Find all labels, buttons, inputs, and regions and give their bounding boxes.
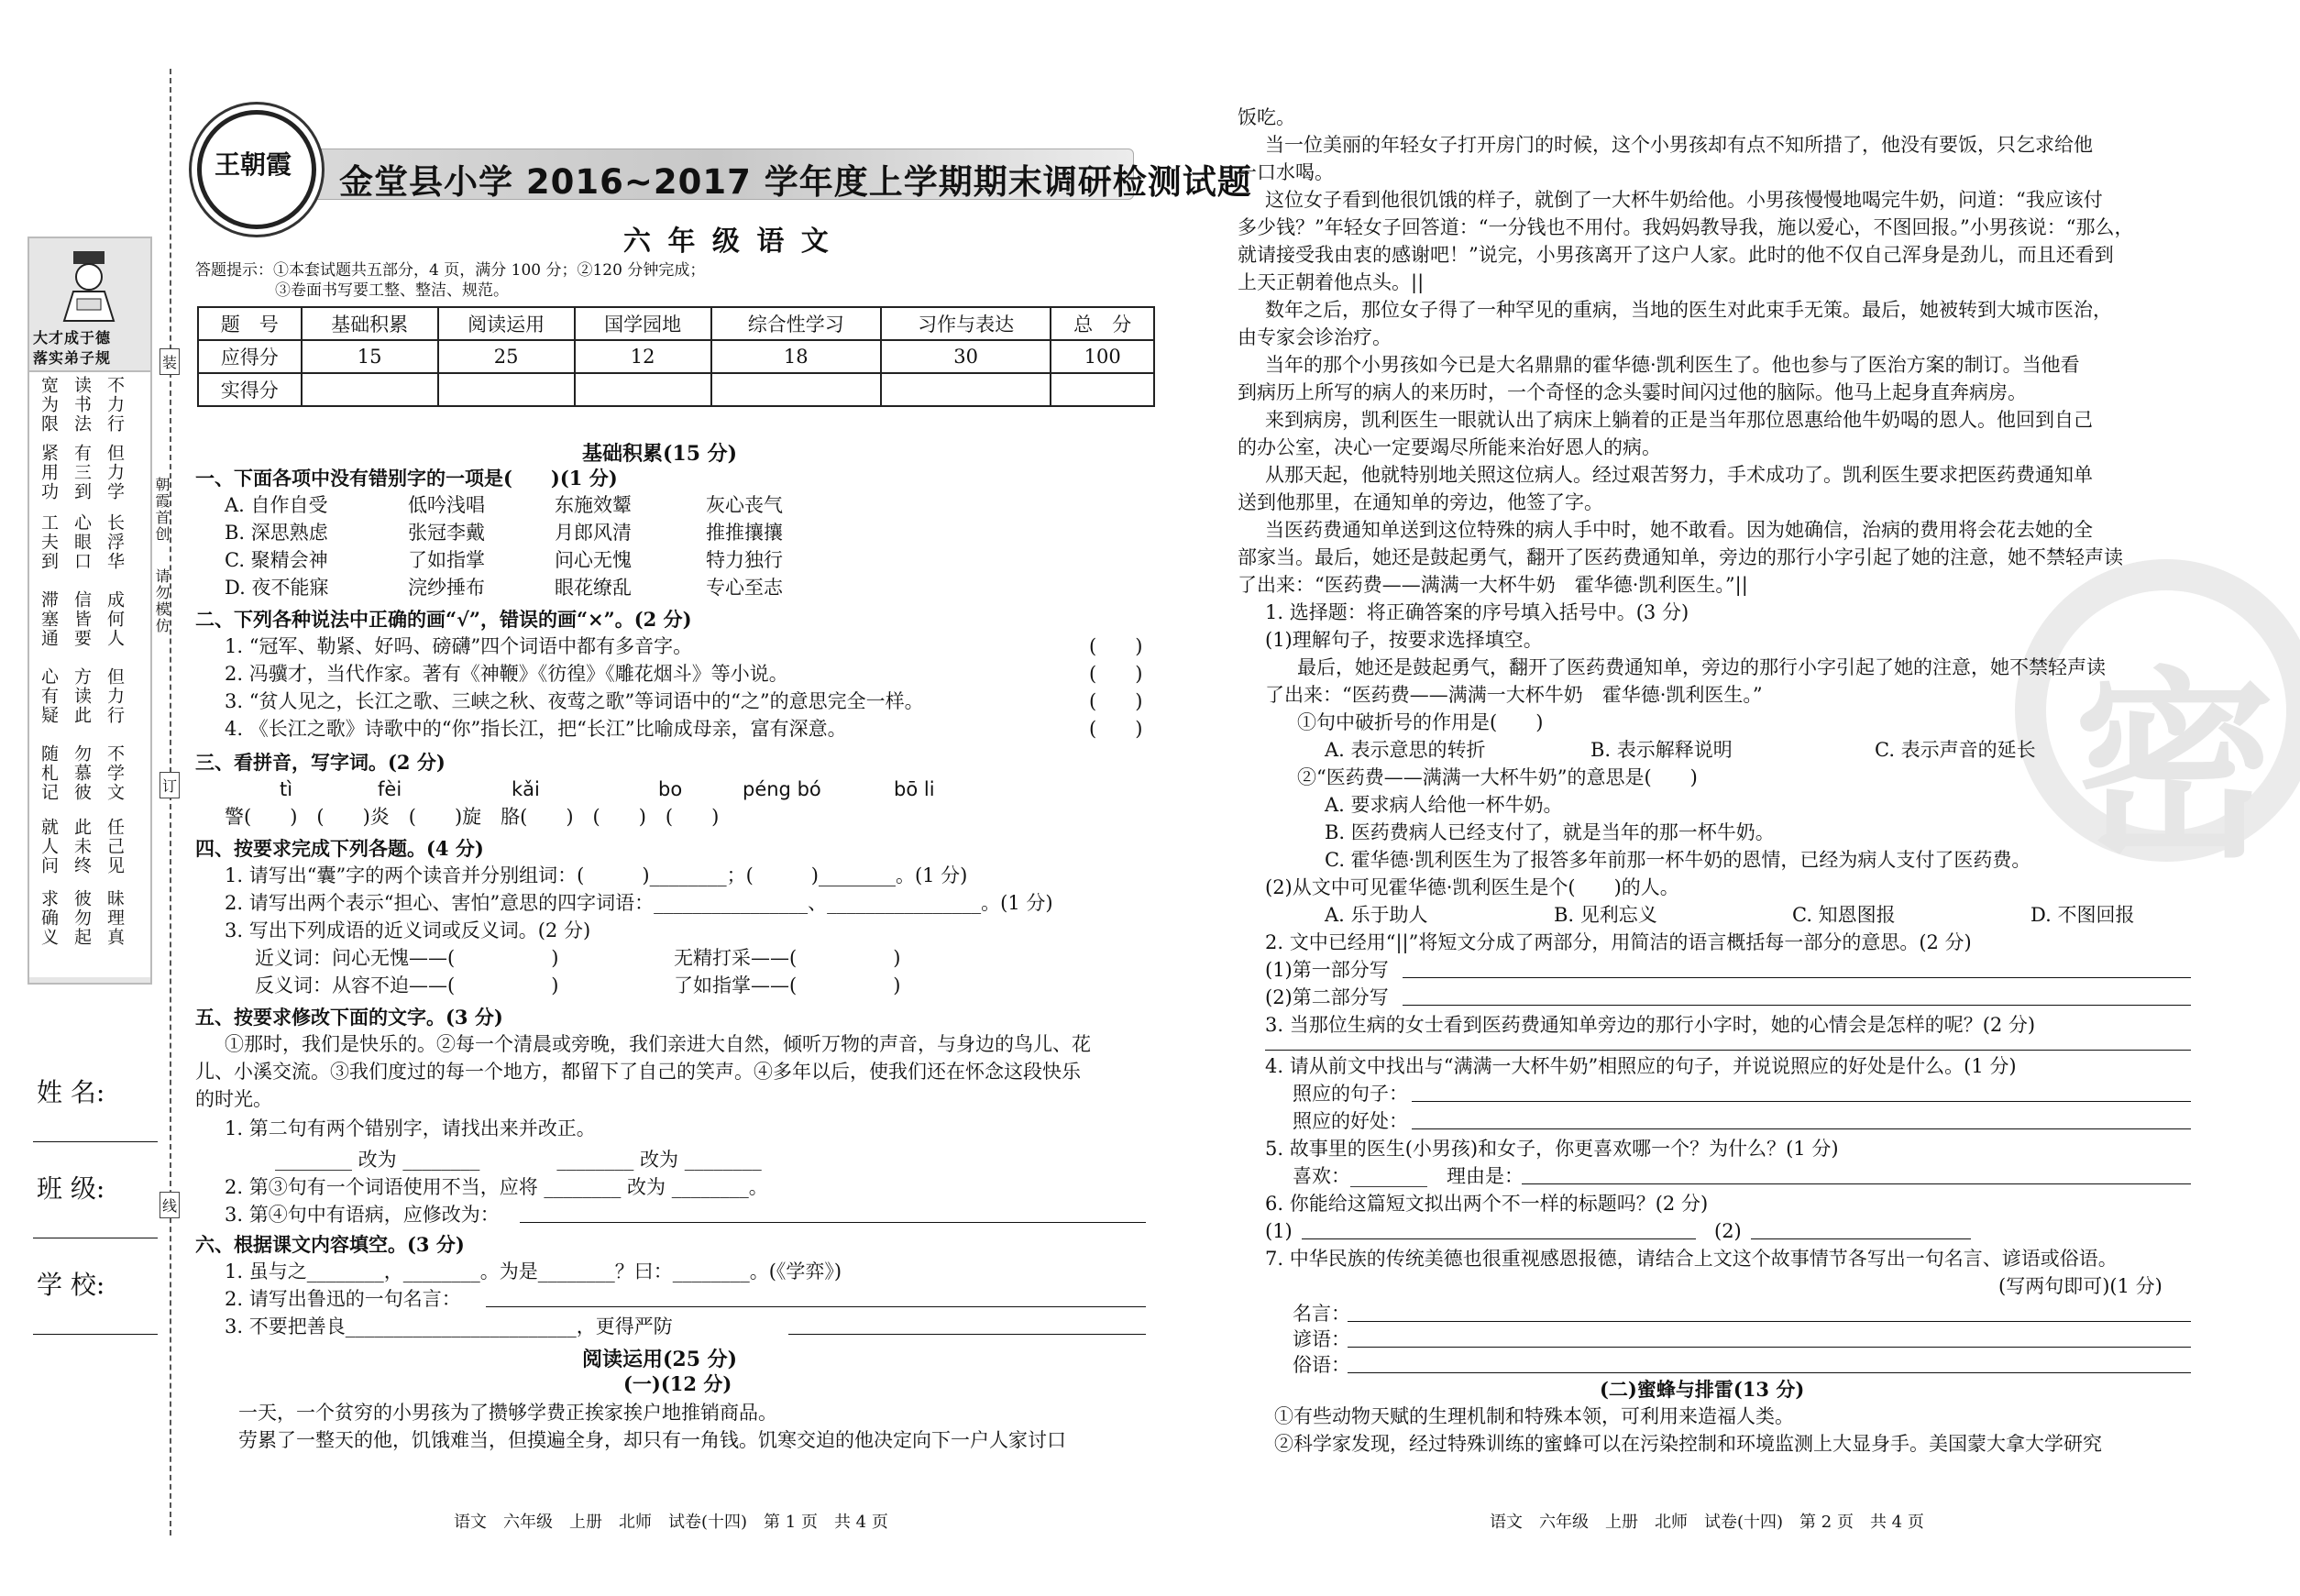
table-row bbox=[198, 307, 1154, 340]
table-row bbox=[198, 373, 1154, 406]
table-cell: 习作与表达 bbox=[881, 307, 1051, 340]
passage-line: 送到他那里，在通知单的旁边，他签了字。 bbox=[1238, 491, 1603, 513]
pinyin: tì bbox=[280, 778, 293, 800]
school-field[interactable] bbox=[33, 1334, 158, 1335]
statement: 3. “贫人见之，长江之歌、三峡之秋、夜莺之歌”等词语中的“之”的意思完全一样。 bbox=[225, 690, 924, 712]
answer-line[interactable] bbox=[1302, 1238, 1696, 1239]
passage-line: 多少钱？”年轻女子回答道：“一分钱也不用付。我妈妈教导我，施以爱心，不图回报。”小男孩说：“那么， bbox=[1238, 216, 2134, 238]
name-label: 姓 名: bbox=[37, 1077, 105, 1107]
score-input-cell[interactable] bbox=[711, 373, 881, 406]
option-text: 了如指掌 bbox=[408, 549, 485, 571]
verse-col: 心有疑 bbox=[39, 667, 59, 725]
verse-col: 长浮华 bbox=[105, 513, 125, 571]
pinyin: fèi bbox=[378, 778, 402, 800]
quoted-line: 最后，她还是鼓起勇气，翻开了医药费通知单，旁边的那行小字引起了她的注意，她不禁轻声读 bbox=[1297, 656, 2106, 678]
option-text: 推推攘攘 bbox=[706, 522, 783, 544]
page-footer: 语文 六年级 上册 北师 试卷(十四) 第 1 页 共 4 页 bbox=[454, 1513, 888, 1532]
option-text: 灰心丧气 bbox=[706, 494, 783, 516]
table-cell: 应得分 bbox=[198, 340, 302, 373]
verse-col: 有三到 bbox=[72, 444, 92, 501]
pinyin: kǎi bbox=[512, 778, 540, 800]
answer-paren[interactable]: ( ) bbox=[1089, 718, 1143, 740]
sidebar-panel bbox=[28, 237, 152, 985]
answer-line[interactable] bbox=[788, 1334, 1146, 1335]
question-2: 二、下列各种说法中正确的画“√”，错误的画“×”。(2 分) bbox=[195, 608, 692, 631]
option-text: 眼花缭乱 bbox=[555, 577, 632, 599]
score-input-cell[interactable] bbox=[575, 373, 711, 406]
subject-title: 六 年 级 语 文 bbox=[623, 226, 832, 258]
answer-line[interactable] bbox=[1751, 1238, 1971, 1239]
question-4: 四、按要求完成下列各题。(4 分) bbox=[195, 837, 484, 860]
school-label: 学 校: bbox=[37, 1270, 105, 1300]
score-table bbox=[197, 306, 1155, 407]
answer-paren[interactable]: ( ) bbox=[1089, 635, 1143, 657]
choice-option[interactable]: B. 医药费病人已经支付了，就是当年的那一杯牛奶。 bbox=[1325, 821, 1775, 843]
answer-line[interactable] bbox=[1412, 1101, 2191, 1102]
passage-line: 了出来：“医药费——满满一大杯牛奶 霍华德·凯利医生。”|| bbox=[1238, 574, 1748, 596]
reading-question-7: 7. 中华民族的传统美德也很重视感恩报德，请结合上文这个故事情节各写出一句名言、谚语或俗语。 bbox=[1265, 1248, 2118, 1270]
table-cell: 题 号 bbox=[198, 307, 302, 340]
option-text: D. 夜不能寐 bbox=[225, 577, 329, 599]
choice-option[interactable]: D. 不图回报 bbox=[2030, 904, 2135, 926]
reading-question-2: 2. 文中已经用“||”将短文分成了两部分，用简洁的语言概括每一部分的意思。(2 分) bbox=[1265, 931, 1972, 953]
sub-question[interactable]: (2)从文中可见霍华德·凯利医生是个( )的人。 bbox=[1265, 876, 1679, 898]
verse-col: 任己见 bbox=[105, 818, 125, 875]
choice-option[interactable]: A. 乐于助人 bbox=[1325, 904, 1428, 926]
answer-paren[interactable]: ( ) bbox=[1089, 663, 1143, 685]
sub-question[interactable]: ①句中破折号的作用是( ) bbox=[1297, 711, 1544, 733]
option-text: 浣纱捶布 bbox=[408, 577, 485, 599]
question-5: 五、按要求修改下面的文字。(3 分) bbox=[195, 1006, 503, 1029]
answer-label: 名言： bbox=[1293, 1303, 1350, 1325]
passage-line: ①那时，我们是快乐的。②每一个清晨或旁晚，我们亲进大自然，倾听万物的声音，与身边的鸟儿、花 bbox=[225, 1033, 1091, 1055]
antonym-item[interactable]: 了如指掌——( ) bbox=[674, 974, 901, 996]
passage-line: 这位女子看到他很饥饿的样子，就倒了一大杯牛奶给他。小男孩慢慢地喝完牛奶，问道：“我应该付 bbox=[1265, 189, 2103, 211]
table-cell: 综合性学习 bbox=[711, 307, 881, 340]
reading-title: (一)(12 分) bbox=[623, 1372, 732, 1395]
answer-line[interactable] bbox=[520, 1222, 1146, 1223]
table-cell: 12 bbox=[575, 340, 711, 373]
statement: 2. 冯骥才，当代作家。著有《神鞭》《彷徨》《雕花烟斗》等小说。 bbox=[225, 663, 788, 685]
passage-line: 一天，一个贫穷的小男孩为了攒够学费正挨家挨户地推销商品。 bbox=[238, 1402, 777, 1424]
answer-line[interactable] bbox=[1348, 1321, 2191, 1322]
passage-line: 从那天起，他就特别地关照这位病人。经过艰苦努力，手术成功了。凯利医生要求把医药费通知单 bbox=[1265, 464, 2093, 486]
score-input-cell[interactable] bbox=[881, 373, 1051, 406]
verse-col: 求确义 bbox=[39, 889, 59, 947]
answer-paren[interactable]: ( ) bbox=[1089, 690, 1143, 712]
question-4-3: 3. 写出下列成语的近义词或反义词。(2 分) bbox=[225, 919, 591, 941]
verse-col: 但力学 bbox=[105, 444, 125, 501]
option-text: 东施效颦 bbox=[555, 494, 632, 516]
option-text: 特力独行 bbox=[706, 549, 783, 571]
option-text: 低吟浅唱 bbox=[408, 494, 485, 516]
verse-col: 勿慕彼 bbox=[72, 744, 92, 802]
question-3: 三、看拼音，写字词。(2 分) bbox=[195, 751, 446, 774]
watermark-char: 密 bbox=[2074, 647, 2276, 885]
pinyin: bō li bbox=[894, 778, 935, 800]
table-cell: 国学园地 bbox=[575, 307, 711, 340]
passage-line: 到病历上所写的病人的来历时，一个奇怪的念头霎时间闪过他的脑际。他马上起身直奔病房。 bbox=[1238, 381, 2027, 403]
verse-col: 工夫到 bbox=[39, 513, 59, 571]
verse-col: 成何人 bbox=[105, 590, 125, 648]
table-cell: 100 bbox=[1051, 340, 1154, 373]
passage-line: 当医药费通知单送到这位特殊的病人手中时，她不敢看。因为她确信，治病的费用将会花去她的全 bbox=[1265, 519, 2093, 541]
verse-col: 信皆要 bbox=[72, 590, 92, 648]
verse-col: 读书法 bbox=[72, 376, 92, 434]
passage-line: 的办公室，决心一定要竭尽所能来治好恩人的病。 bbox=[1238, 436, 1661, 458]
passage-line: 就请接受我由衷的感谢吧！”说完，小男孩离开了这户人家。此时的他不仅自己浑身是劲儿，而且还看到 bbox=[1238, 244, 2114, 266]
verse-col: 但力行 bbox=[105, 667, 125, 725]
choice-option[interactable]: C. 知恩图报 bbox=[1792, 904, 1896, 926]
exam-title: 金堂县小学 2016~2017 学年度上学期期末调研检测试题 bbox=[339, 162, 1252, 202]
statement: 1. “冠军、勒紧、好吗、磅礴”四个词语中都有多音字。 bbox=[225, 635, 693, 657]
choice-option[interactable]: C. 表示声音的延长 bbox=[1875, 739, 2036, 761]
choice-option[interactable]: C. 霍华德·凯利医生为了报答多年前那一杯牛奶的恩情，已经为病人支付了医药费。 bbox=[1325, 849, 2031, 871]
passage-line: 当年的那个小男孩如今已是大名鼎鼎的霍华德·凯利医生了。他也参与了医治方案的制订。当他看 bbox=[1265, 354, 2080, 376]
answer-label: 俗语： bbox=[1293, 1354, 1350, 1376]
name-field[interactable] bbox=[33, 1141, 158, 1142]
score-input-cell[interactable] bbox=[1051, 373, 1154, 406]
copyright-note-1: 朝霞首创 bbox=[153, 477, 171, 543]
question-4-2: 2. 请写出两个表示“担心、害怕”意思的四字词语：________________、________________。(1 分) bbox=[225, 892, 1053, 914]
logo-text: 王朝霞 bbox=[214, 149, 292, 180]
passage-line: 的时光。 bbox=[195, 1088, 272, 1110]
table-cell: 18 bbox=[711, 340, 881, 373]
verse-col: 不力行 bbox=[105, 376, 125, 434]
scholar-figure-icon bbox=[57, 249, 121, 323]
pinyin: bo bbox=[658, 778, 683, 800]
table-cell: 25 bbox=[438, 340, 575, 373]
option-text: C. 聚精会神 bbox=[225, 549, 328, 571]
choice-option[interactable]: B. 表示解释说明 bbox=[1590, 739, 1733, 761]
verse-col: 昧理真 bbox=[105, 889, 125, 947]
table-cell: 实得分 bbox=[198, 373, 302, 406]
option-text: 月郎风清 bbox=[555, 522, 632, 544]
verse-col: 滞塞通 bbox=[39, 590, 59, 648]
option-text: 专心至志 bbox=[706, 577, 783, 599]
verse-col: 不学文 bbox=[105, 744, 125, 802]
verse-col: 此未终 bbox=[72, 818, 92, 875]
passage-line: 饭吃。 bbox=[1238, 106, 1295, 128]
question-1: 一、下面各项中没有错别字的一项是( )(1 分) bbox=[195, 467, 618, 490]
question-6-1[interactable]: 1. 虽与之________，________。为是________？曰：________。(《学弈》) bbox=[225, 1260, 842, 1282]
passage-line: 上天正朝着他点头。|| bbox=[1238, 271, 1425, 293]
choice-option[interactable]: A. 要求病人给他一杯牛奶。 bbox=[1325, 794, 1563, 816]
answer-line[interactable] bbox=[1348, 1372, 2191, 1373]
answer-label: (2)第二部分写 bbox=[1265, 986, 1389, 1008]
question-6: 六、根据课文内容填空。(3 分) bbox=[195, 1233, 465, 1256]
answer-line[interactable] bbox=[1522, 1183, 2191, 1184]
copyright-note-2: 请勿模仿 bbox=[153, 568, 171, 634]
passage-line: ①有些动物天赋的生理机制和特殊本领，可利用来造福人类。 bbox=[1274, 1405, 1794, 1427]
answer-line[interactable] bbox=[1265, 1050, 2191, 1051]
section-title: 基础积累(15 分) bbox=[582, 442, 738, 466]
binding-mark-2: 订 bbox=[160, 772, 180, 798]
score-input-cell[interactable] bbox=[302, 373, 438, 406]
passage-line: 当一位美丽的年轻女子打开房门的时候，这个小男孩却有点不知所措了，他没有要饭，只乞求给他 bbox=[1265, 134, 2093, 156]
reading-question-6: 6. 你能给这篇短文拟出两个不一样的标题吗？(2 分) bbox=[1265, 1193, 1709, 1215]
answer-line[interactable] bbox=[1403, 977, 2191, 978]
verse-col: 宽为限 bbox=[39, 376, 59, 434]
option-text: 张冠李戴 bbox=[408, 522, 485, 544]
reading-question-1-1: (1)理解句子，按要求选择填空。 bbox=[1265, 629, 1543, 651]
answer-line[interactable] bbox=[486, 1306, 1146, 1307]
answer-label: 喜欢：________ 理由是： bbox=[1293, 1165, 1524, 1187]
option-text: A. 自作自受 bbox=[225, 494, 328, 516]
passage-line: 一口水喝。 bbox=[1238, 161, 1334, 183]
score-input-cell[interactable] bbox=[438, 373, 575, 406]
reading-question-4: 4. 请从前文中找出与“满满一大杯牛奶”相照应的句子，并说说照应的好处是什么。(1 分) bbox=[1265, 1055, 2017, 1077]
passage-line: 由专家会诊治疗。 bbox=[1238, 326, 1392, 348]
reading-question-3: 3. 当那位生病的女士看到医药费通知单旁边的那行小字时，她的心情会是怎样的呢？(2 分) bbox=[1265, 1014, 2036, 1036]
exam-tips-1: 答题提示：①本套试题共五部分，4 页，满分 100 分；②120 分钟完成； bbox=[195, 261, 706, 280]
verse-col: 随札记 bbox=[39, 744, 59, 802]
question-4-1: 1. 请写出“囊”字的两个读音并分别组词：( )________；( )________。(1 分) bbox=[225, 864, 968, 886]
question-note: (写两句即可)(1 分) bbox=[1998, 1275, 2162, 1297]
exam-tips-2: ③卷面书写要工整、整洁、规范。 bbox=[275, 281, 509, 300]
option-text: B. 深思熟虑 bbox=[225, 522, 328, 544]
answer-label: (1) bbox=[1265, 1220, 1293, 1242]
binding-mark-3: 线 bbox=[160, 1192, 180, 1218]
table-row bbox=[198, 340, 1154, 373]
verse-col: 紧用功 bbox=[39, 444, 59, 501]
quoted-line: 了出来：“医药费——满满一大杯牛奶 霍华德·凯利医生。” bbox=[1265, 684, 1763, 706]
table-cell: 30 bbox=[881, 340, 1051, 373]
pinyin: péng bó bbox=[743, 778, 821, 800]
antonym-item[interactable]: 反义词：从容不迫——( ) bbox=[255, 974, 559, 996]
table-cell: 基础积累 bbox=[302, 307, 438, 340]
binding-dashed-line bbox=[170, 69, 171, 1535]
reading-title: (二)蜜蜂与排雷(13 分) bbox=[1600, 1378, 1805, 1401]
question-5-2: 2. 第③句有一个词语使用不当，应将 ________ 改为 ________。 bbox=[225, 1176, 768, 1198]
sub-question[interactable]: ②“医药费——满满一大杯牛奶”的意思是( ) bbox=[1297, 766, 1698, 788]
synonym-item[interactable]: 无精打采——( ) bbox=[674, 947, 901, 969]
answer-label: 照应的句子： bbox=[1293, 1083, 1408, 1105]
passage-line: 来到病房，凯利医生一眼就认出了病床上躺着的正是当年那位恩惠给他牛奶喝的恩人。他回到自己 bbox=[1265, 409, 2093, 431]
answer-line[interactable]: ________ 改为 ________ ________ 改为 ________ bbox=[275, 1149, 762, 1171]
passage-line: 儿、小溪交流。③我们度过的每一个地方，都留下了自己的笑声。④多年以后，使我们还在怀念这段快乐 bbox=[195, 1061, 1081, 1083]
section-title: 阅读运用(25 分) bbox=[582, 1348, 738, 1371]
table-cell: 总 分 bbox=[1051, 307, 1154, 340]
answer-label: (1)第一部分写 bbox=[1265, 959, 1389, 981]
verse-col: 心眼口 bbox=[72, 513, 92, 571]
slogan-1: 大才成于德 bbox=[33, 329, 112, 347]
reading-question-5: 5. 故事里的医生(小男孩)和女子，你更喜欢哪一个？为什么？(1 分) bbox=[1265, 1138, 1839, 1160]
answer-line[interactable] bbox=[1403, 1005, 2191, 1006]
reading-question-1: 1. 选择题：将正确答案的序号填入括号中。(3 分) bbox=[1265, 601, 1689, 623]
page-footer: 语文 六年级 上册 北师 试卷(十四) 第 2 页 共 4 页 bbox=[1490, 1513, 1924, 1532]
question-6-2: 2. 请写出鲁迅的一句名言： bbox=[225, 1288, 461, 1310]
passage-line: 部家当。最后，她还是鼓起勇气，翻开了医药费通知单，旁边的那行小字引起了她的注意，她不禁轻声读 bbox=[1238, 546, 2123, 568]
passage-line: ②科学家发现，经过特殊训练的蜜蜂可以在污染控制和环境监测上大显身手。美国蒙大拿大学研究 bbox=[1274, 1433, 2102, 1455]
answer-label: 照应的好处： bbox=[1293, 1110, 1408, 1132]
table-cell: 15 bbox=[302, 340, 438, 373]
verse-col: 就人问 bbox=[39, 818, 59, 875]
synonym-item[interactable]: 近义词：问心无愧——( ) bbox=[255, 947, 559, 969]
choice-option[interactable]: B. 见利忘义 bbox=[1554, 904, 1657, 926]
answer-line[interactable] bbox=[1348, 1347, 2191, 1348]
answer-label: 谚语： bbox=[1293, 1328, 1350, 1350]
binding-mark-1: 装 bbox=[160, 348, 180, 375]
choice-option[interactable]: A. 表示意思的转折 bbox=[1325, 739, 1486, 761]
passage-line: 劳累了一整天的他，饥饿难当，但摸遍全身，却只有一角钱。饥寒交迫的他决定向下一户人家讨口 bbox=[238, 1429, 1066, 1451]
question-5-1: 1. 第二句有两个错别字，请找出来并改正。 bbox=[225, 1117, 596, 1139]
answer-label: (2) bbox=[1714, 1220, 1742, 1242]
question-5-3: 3. 第④句中有语病，应修改为： bbox=[225, 1204, 500, 1226]
class-label: 班 级: bbox=[37, 1173, 105, 1204]
passage-line: 数年之后，那位女子得了一种罕见的重病，当地的医生对此束手无策。最后，她被转到大城市医治， bbox=[1265, 299, 2112, 321]
verse-col: 方读此 bbox=[72, 667, 92, 725]
statement: 4. 《长江之歌》诗歌中的“你”指长江，把“长江”比喻成母亲，富有深意。 bbox=[225, 718, 847, 740]
question-6-3[interactable]: 3. 不要把善良________________________，更得严防 bbox=[225, 1315, 673, 1337]
pinyin-blanks[interactable]: 警( ) ( )炎 ( )旋 胳( ) ( ) ( ) bbox=[225, 806, 720, 828]
option-text: 问心无愧 bbox=[555, 549, 632, 571]
verse-col: 彼勿起 bbox=[72, 889, 92, 947]
table-cell: 阅读运用 bbox=[438, 307, 575, 340]
slogan-2: 落实弟子规 bbox=[33, 349, 112, 367]
answer-line[interactable] bbox=[1412, 1128, 2191, 1129]
